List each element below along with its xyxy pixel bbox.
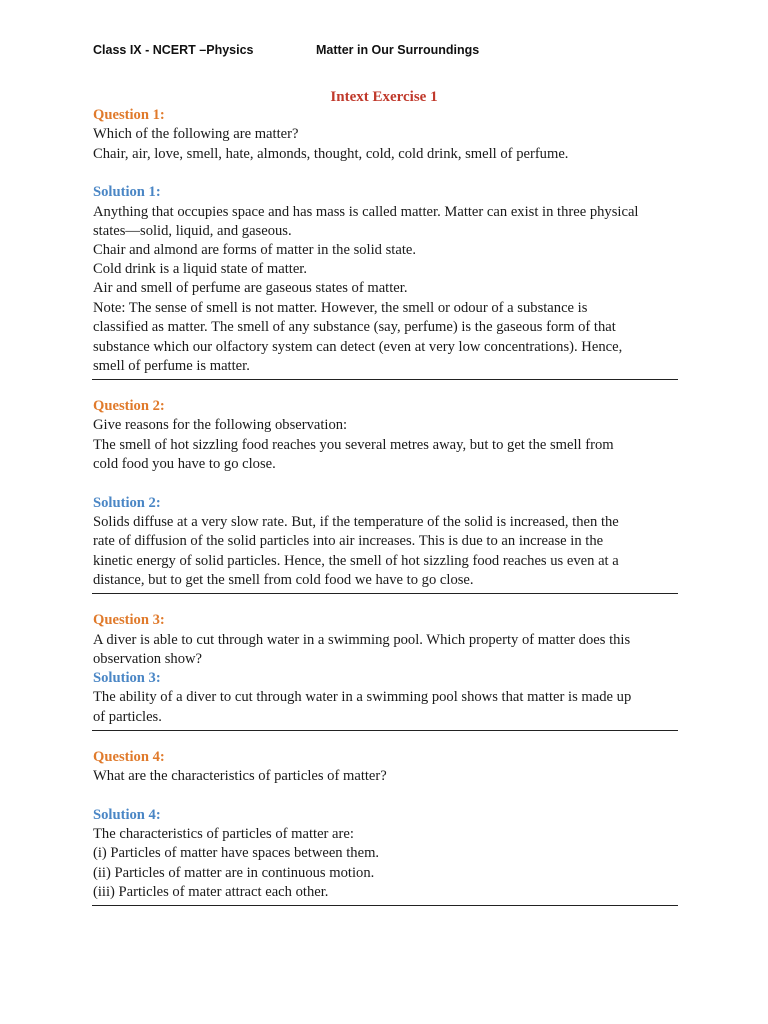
header-course: Class IX - NCERT –Physics [93, 43, 254, 57]
solution-4-label: Solution 4: [93, 807, 161, 823]
solution-4-line: (iii) Particles of mater attract each other. [93, 884, 329, 900]
solution-1-line: Cold drink is a liquid state of matter. [93, 261, 308, 277]
question-4-label: Question 4: [93, 749, 165, 765]
solution-4-line: (ii) Particles of matter are in continuous motion. [93, 865, 375, 881]
question-1-label: Question 1: [93, 107, 165, 123]
solution-1-line: Anything that occupies space and has mass is called matter. Matter can exist in three physical [93, 204, 639, 220]
solution-3-label: Solution 3: [93, 670, 161, 686]
section-divider [92, 905, 678, 906]
solution-2-line: kinetic energy of solid particles. Hence, the smell of hot sizzling food reaches us even at a [93, 553, 619, 569]
solution-2-label: Solution 2: [93, 495, 161, 511]
question-2-line: cold food you have to go close. [93, 456, 276, 472]
question-2-line: Give reasons for the following observation: [93, 417, 348, 433]
solution-1-line: Air and smell of perfume are gaseous states of matter. [93, 280, 408, 296]
solution-3-line: of particles. [93, 709, 162, 725]
question-1-line: Which of the following are matter? [93, 126, 299, 142]
solution-4-line: The characteristics of particles of matter are: [93, 826, 354, 842]
question-3-line: A diver is able to cut through water in a swimming pool. Which property of matter does this [93, 632, 631, 648]
solution-2-line: rate of diffusion of the solid particles into air increases. This is due to an increase in the [93, 533, 604, 549]
solution-1-line: classified as matter. The smell of any substance (say, perfume) is the gaseous form of that [93, 319, 616, 335]
solution-3-line: The ability of a diver to cut through water in a swimming pool shows that matter is made up [93, 689, 632, 705]
solution-1-line: states—solid, liquid, and gaseous. [93, 223, 292, 239]
question-3-line: observation show? [93, 651, 203, 667]
solution-4-line: (i) Particles of matter have spaces between them. [93, 845, 380, 861]
solution-2-line: Solids diffuse at a very slow rate. But, if the temperature of the solid is increased, then the [93, 514, 619, 530]
header-chapter: Matter in Our Surroundings [316, 43, 480, 57]
solution-1-line: Chair and almond are forms of matter in the solid state. [93, 242, 417, 258]
solution-1-line: smell of perfume is matter. [93, 358, 250, 374]
question-2-line: The smell of hot sizzling food reaches you several metres away, but to get the smell from [93, 437, 614, 453]
section-divider [92, 379, 678, 380]
question-3-label: Question 3: [93, 612, 165, 628]
solution-1-label: Solution 1: [93, 184, 161, 200]
solution-1-line: Note: The sense of smell is not matter. However, the smell or odour of a substance is [93, 300, 588, 316]
solution-2-line: distance, but to get the smell from cold food we have to go close. [93, 572, 474, 588]
section-divider [92, 730, 678, 731]
exercise-title: Intext Exercise 1 [330, 89, 438, 105]
section-divider [92, 593, 678, 594]
solution-1-line: substance which our olfactory system can detect (even at very low concentrations). Hence, [93, 339, 623, 355]
question-2-label: Question 2: [93, 398, 165, 414]
question-4-line: What are the characteristics of particles of matter? [93, 768, 387, 784]
question-1-line: Chair, air, love, smell, hate, almonds, thought, cold, cold drink, smell of perfume. [93, 146, 569, 162]
